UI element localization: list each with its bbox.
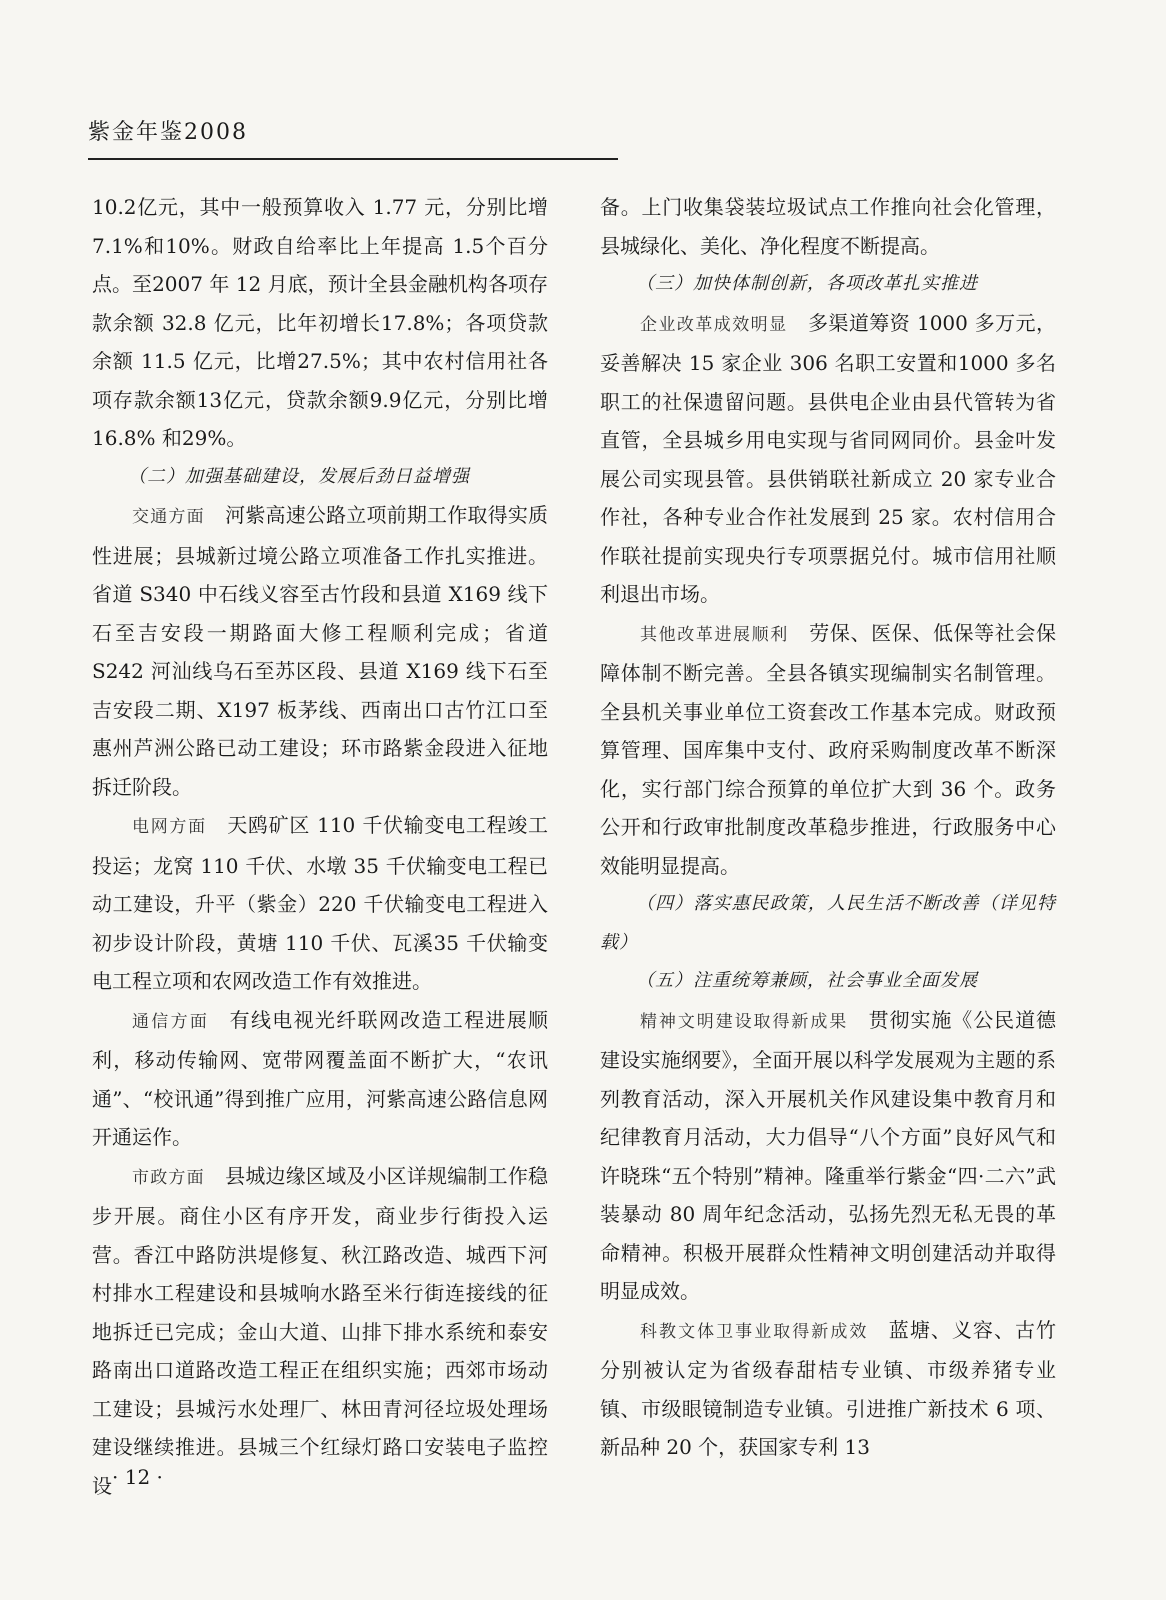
subheading-municipal: 市政方面 xyxy=(132,1167,205,1188)
subheading-spirit: 精神文明建设取得新成果 xyxy=(640,1011,849,1032)
paragraph-other-reform xyxy=(600,614,1056,886)
subheading-enterprise: 企业改革成效明显 xyxy=(640,314,788,335)
subheading-science: 科教文体卫事业取得新成效 xyxy=(640,1321,869,1342)
paragraph-continued: 备。上门收集袋装垃圾试点工作推向社会化管理，县城绿化、美化、净化程度不断提高。 xyxy=(600,195,1056,258)
text-spirit: 贯彻实施《公民道德建设实施纲要》，全面开展以科学发展观为主题的系列教育活动，深入开展机关作风建设集中教育月和纪律教育月活动，大力倡导“八个方面”良好风气和许晓珠“五个特别”精神。隆重举行紫金“四·二六”武装暴动 80 周年纪念活动，弘扬先烈无私无畏的革命精神。积极开展群众性精神文明创建活动并取得明显成效。 xyxy=(600,1007,1057,1303)
right-column xyxy=(600,188,1056,1467)
section-heading-4: （四）落实惠民政策，人民生活不断改善（详见特载） xyxy=(600,893,1056,953)
subheading-grid: 电网方面 xyxy=(132,817,207,837)
section-heading-3: （三）加快体制创新，各项改革扎实推进 xyxy=(636,273,978,294)
section-heading-2: （二）加强基础建设，发展后劲日益增强 xyxy=(128,465,470,487)
header-rule xyxy=(88,158,618,160)
text-grid: 天鸥矿区 110 千伏输变电工程竣工投运；龙窝 110 千伏、水墩 35 千伏输变电工程已动工建设，升平（紫金）220 千伏输变电工程进入初步设计阶段，黄塘 110 千伏、瓦溪35 千伏输变电工程立项和农网改造工作有效推进。 xyxy=(92,813,548,993)
paragraph-spirit xyxy=(600,1001,1056,1311)
running-header xyxy=(88,118,618,148)
subheading-traffic: 交通方面 xyxy=(132,507,205,527)
text-other-reform: 劳保、医保、低保等社会保障体制不断完善。全县各镇实现编制实名制管理。全县机关事业单位工资套改工作基本完成。财政预算管理、国库集中支付、政府采购制度改革不断深化，实行部门综合预算的单位扩大到 36 个。政务公开和行政审批制度改革稳步推进，行政服务中心效能明显提高。 xyxy=(600,620,1057,878)
left-column xyxy=(92,188,548,1505)
text-traffic: 河紫高速公路立项前期工作取得实质性进展；县城新过境公路立项准备工作扎实推进。省道 S340 中石线义容至古竹段和县道 X169 线下石至吉安段一期路面大修工程顺利完成；省道 S242 河汕线乌石至苏区段、县道 X169 线下石至吉安段二期、X197 板茅线、西南出口古竹江口至惠州芦洲公路已动工建设；环市路紫金段进入征地拆迁阶段。 xyxy=(92,503,549,799)
paragraph-traffic xyxy=(92,496,548,806)
text-enterprise: 多渠道筹资 1000 多万元，妥善解决 15 家企业 306 名职工安置和1000 多名职工的社保遗留问题。县供电企业由县代管转为省直管，全县城乡用电实现与省同网同价。县金叶发展公司实现县管。县供销联社新成立 20 家专业合作社，各种专业合作社发展到 25 家。农村信用合作联社提前实现央行专项票据兑付。城市信用社顺利退出市场。 xyxy=(600,310,1057,606)
paragraph-finance: 10.2亿元，其中一般预算收入 1.77 元，分别比增7.1%和10%。财政自给率比上年提高 1.5个百分点。至2007 年 12 月底，预计全县金融机构各项存款余额 32.8 亿元，比年初增长17.8%；各项贷款余额 11.5 亿元，比增27.5%；其中农村信用社各项存款余额13亿元，贷款余额9.9亿元，分别比增 16.8% 和29%。 xyxy=(92,195,548,450)
page-number: · 12 · xyxy=(112,1465,163,1489)
paragraph-science xyxy=(600,1311,1056,1467)
paragraph-enterprise xyxy=(600,304,1056,614)
subheading-comm: 通信方面 xyxy=(132,1011,210,1032)
text-science: 蓝塘、义容、古竹分别被认定为省级春甜桔专业镇、市级养猪专业镇、市级眼镜制造专业镇。引进推广新技术 6 项、新品种 20 个，获国家专利 13 xyxy=(600,1317,1057,1459)
text-municipal: 县城边缘区域及小区详规编制工作稳步开展。商住小区有序开发，商业步行街投入运营。香江中路防洪堤修复、秋江路改造、城西下河村排水工程建设和县城响水路至米行街连接线的征地拆迁已完成；金山大道、山排下排水系统和泰安路南出口道路改造工程正在组织实施；西郊市场动工建设；县城污水处理厂、林田青河径垃圾处理场建设继续推进。县城三个红绿灯路口安装电子监控设 xyxy=(92,1163,549,1498)
paragraph-municipal xyxy=(92,1157,548,1506)
subheading-other-reform: 其他改革进展顺利 xyxy=(640,624,789,645)
text-comm: 有线电视光纤联网改造工程进展顺利，移动传输网、宽带网覆盖面不断扩大，“农讯通”、“校讯通”得到推广应用，河紫高速公路信息网开通运作。 xyxy=(92,1007,549,1149)
paragraph-comm xyxy=(92,1001,548,1157)
header-title: 紫金年鉴2008 xyxy=(88,120,248,145)
section-heading-5: （五）注重统筹兼顾，社会事业全面发展 xyxy=(636,970,978,991)
paragraph-grid xyxy=(92,806,548,1001)
